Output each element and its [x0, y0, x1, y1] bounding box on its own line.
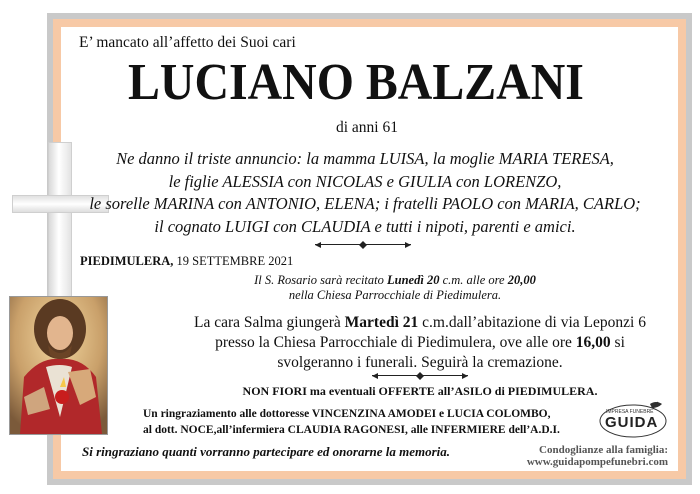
funeral-day: Martedì 21 [344, 314, 419, 331]
ornament-divider [315, 240, 411, 250]
announcement-block [0, 148, 700, 238]
ornament-divider [372, 371, 468, 381]
funeral-text: La cara Salma giungerà [194, 314, 345, 331]
announcement-line: le figlie ALESSIA con NICOLAS e GIULIA con LORENZO, [168, 171, 562, 191]
funeral-text: svolgeranno i funerali. Seguirà la cremazione. [277, 354, 563, 371]
deceased-name: LUCIANO BALZANI [128, 54, 584, 111]
logo-tagline: IMPRESA FUNEBRE [606, 409, 654, 415]
place: PIEDIMULERA, [80, 254, 174, 268]
closing-text: Si ringraziano quanti vorranno partecipare ed onorarne la memoria. [82, 444, 451, 459]
thanks-line: al dott. NOCE,all’infermiera CLAUDIA RAGONESI, alle INFERMIERE dell’A.D.I. [143, 424, 560, 436]
announcement-line: le sorelle MARINA con ANTONIO, ELENA; i fratelli PAOLO con MARIA, CARLO; [89, 194, 641, 213]
age-text: di anni 61 [336, 119, 398, 136]
funeral-text: c.m.dall’abitazione di via Leponzi 6 [418, 314, 646, 331]
announcement-line: Ne danno il triste annuncio: la mamma LUISA, la moglie MARIA TERESA, [116, 149, 614, 168]
logo-name: GUIDA [605, 414, 659, 431]
place-date [80, 254, 293, 269]
rosary-text: c.m. alle ore [439, 273, 508, 287]
no-flowers-text: NON FIORI ma eventuali OFFERTE all’ASILO di PIEDIMULERA. [242, 384, 598, 398]
funeral-text: si [610, 334, 625, 351]
rosary-day: Lunedì 20 [387, 273, 440, 287]
thanks-block [143, 406, 560, 438]
funeral-home-logo [598, 400, 668, 438]
date: 19 SETTEMBRE 2021 [176, 254, 294, 268]
rosary-place: nella Chiesa Parrocchiale di Piedimulera. [288, 288, 502, 302]
thanks-line: Un ringraziamento alle dottoresse VINCENZINA AMODEI e LUCIA COLOMBO, [143, 408, 551, 420]
funeral-block [0, 313, 700, 373]
rosary-block [0, 273, 700, 303]
intro-text: E’ mancato all’affetto dei Suoi cari [79, 34, 296, 51]
announcement-line: il cognato LUIGI con CLAUDIA e tutti i nipoti, parenti e amici. [154, 216, 576, 236]
condolences-label: Condoglianze alla famiglia: [539, 444, 668, 456]
funeral-text: presso la Chiesa Parrocchiale di Piedimulera, ove alle ore [215, 334, 576, 351]
funeral-time: 16,00 [575, 334, 611, 351]
rosary-time: 20,00 [507, 273, 536, 287]
condolences-url[interactable]: www.guidapompefunebri.com [526, 456, 668, 468]
rosary-text: Il S. Rosario sarà recitato [254, 273, 388, 287]
